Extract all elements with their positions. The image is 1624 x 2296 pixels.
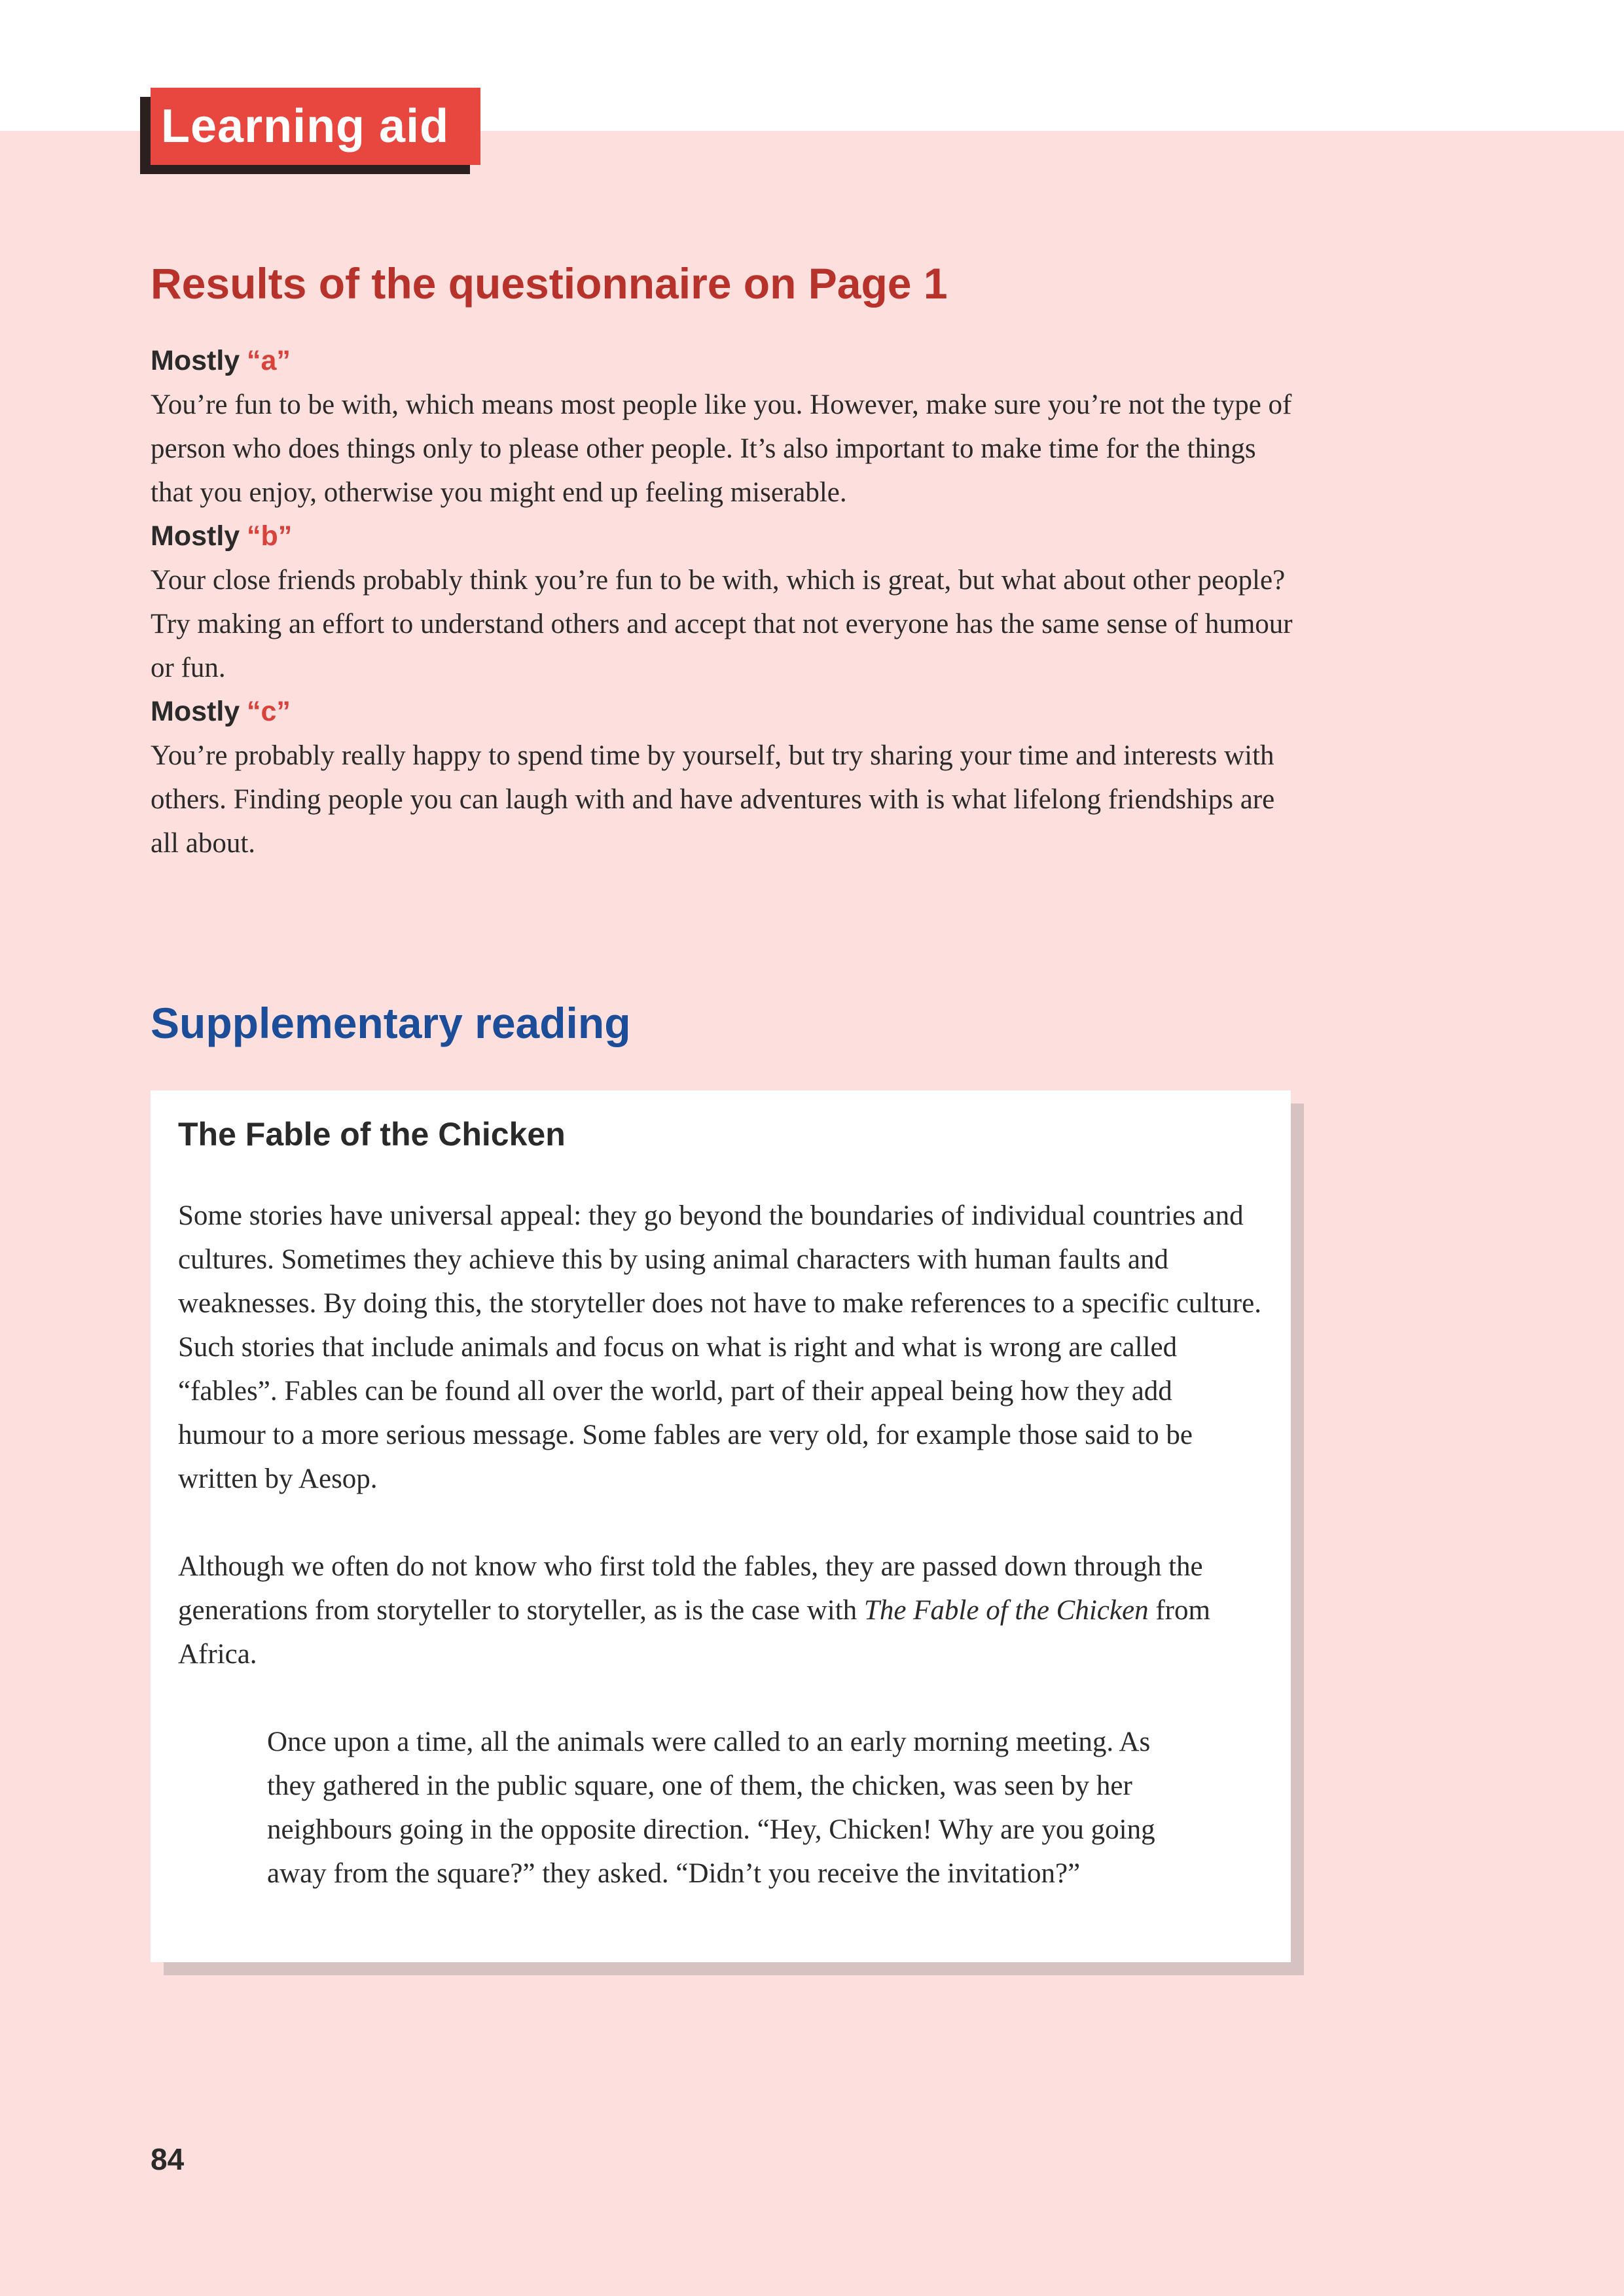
mostly-label: Mostly bbox=[151, 345, 240, 376]
result-c-heading bbox=[151, 690, 1303, 734]
result-c-text: You’re probably really happy to spend time by yourself, but try sharing your time and interests with others. Finding people you can laugh with and have adventures with is what lifelong friendships are all about. bbox=[151, 740, 1275, 859]
card-body bbox=[178, 1194, 1265, 1895]
mostly-label: Mostly bbox=[151, 696, 240, 727]
mostly-letter: “c” bbox=[246, 696, 291, 727]
result-a-text: You’re fun to be with, which means most people like you. However, make sure you’re not the type of person who does things only to please other people. It’s also important to make time for the things that you enjoy, otherwise you might end up feeling miserable. bbox=[151, 389, 1292, 508]
result-b-text: Your close friends probably think you’re fun to be with, which is great, but what about other people? Try making an effort to understand others and accept that not everyone has the same sense of humour or fun. bbox=[151, 565, 1293, 683]
result-b-heading bbox=[151, 514, 1303, 558]
fable-title-italic: The Fable of the Chicken bbox=[863, 1595, 1149, 1626]
paragraph-1: Some stories have universal appeal: they go beyond the boundaries of individual countries and cultures. Sometimes they achieve this by using animal characters with human faults and weaknesses. By doing this, the storyteller does not have to make references to a specific culture. Such stories that include animals and focus on what is right and what is wrong are called “fables”. Fables can be found all over the world, part of their appeal being how they add humour to a more serious message. Some fables are very old, for example those said to be written by Aesop. bbox=[178, 1200, 1261, 1494]
mostly-letter: “a” bbox=[246, 345, 291, 376]
mostly-label: Mostly bbox=[151, 520, 240, 552]
reading-card bbox=[151, 1090, 1291, 1962]
story-excerpt: Once upon a time, all the animals were called to an early morning meeting. As they gathered in the public square, one of them, the chicken, was seen by her neighbours going in the opposite direction. “Hey, Chicken! Why are you going away from the square?” they asked. “Didn’t you receive the invitation?” bbox=[267, 1727, 1155, 1889]
paragraph-2-after: from Africa. bbox=[178, 1595, 1210, 1670]
paragraph-2 bbox=[178, 1545, 1265, 1676]
supplementary-heading: Supplementary reading bbox=[151, 999, 631, 1047]
result-a-heading bbox=[151, 339, 1303, 383]
mostly-letter: “b” bbox=[246, 520, 293, 552]
learning-aid-tab: Learning aid bbox=[151, 88, 480, 165]
paragraph-2-before: Although we often do not know who first told the fables, they are passed down through the generations from storyteller to storyteller, as is the case with bbox=[178, 1551, 1203, 1626]
results-section bbox=[151, 339, 1303, 865]
results-heading: Results of the questionnaire on Page 1 bbox=[151, 259, 948, 308]
page-number: 84 bbox=[151, 2142, 185, 2176]
card-title: The Fable of the Chicken bbox=[178, 1116, 566, 1153]
